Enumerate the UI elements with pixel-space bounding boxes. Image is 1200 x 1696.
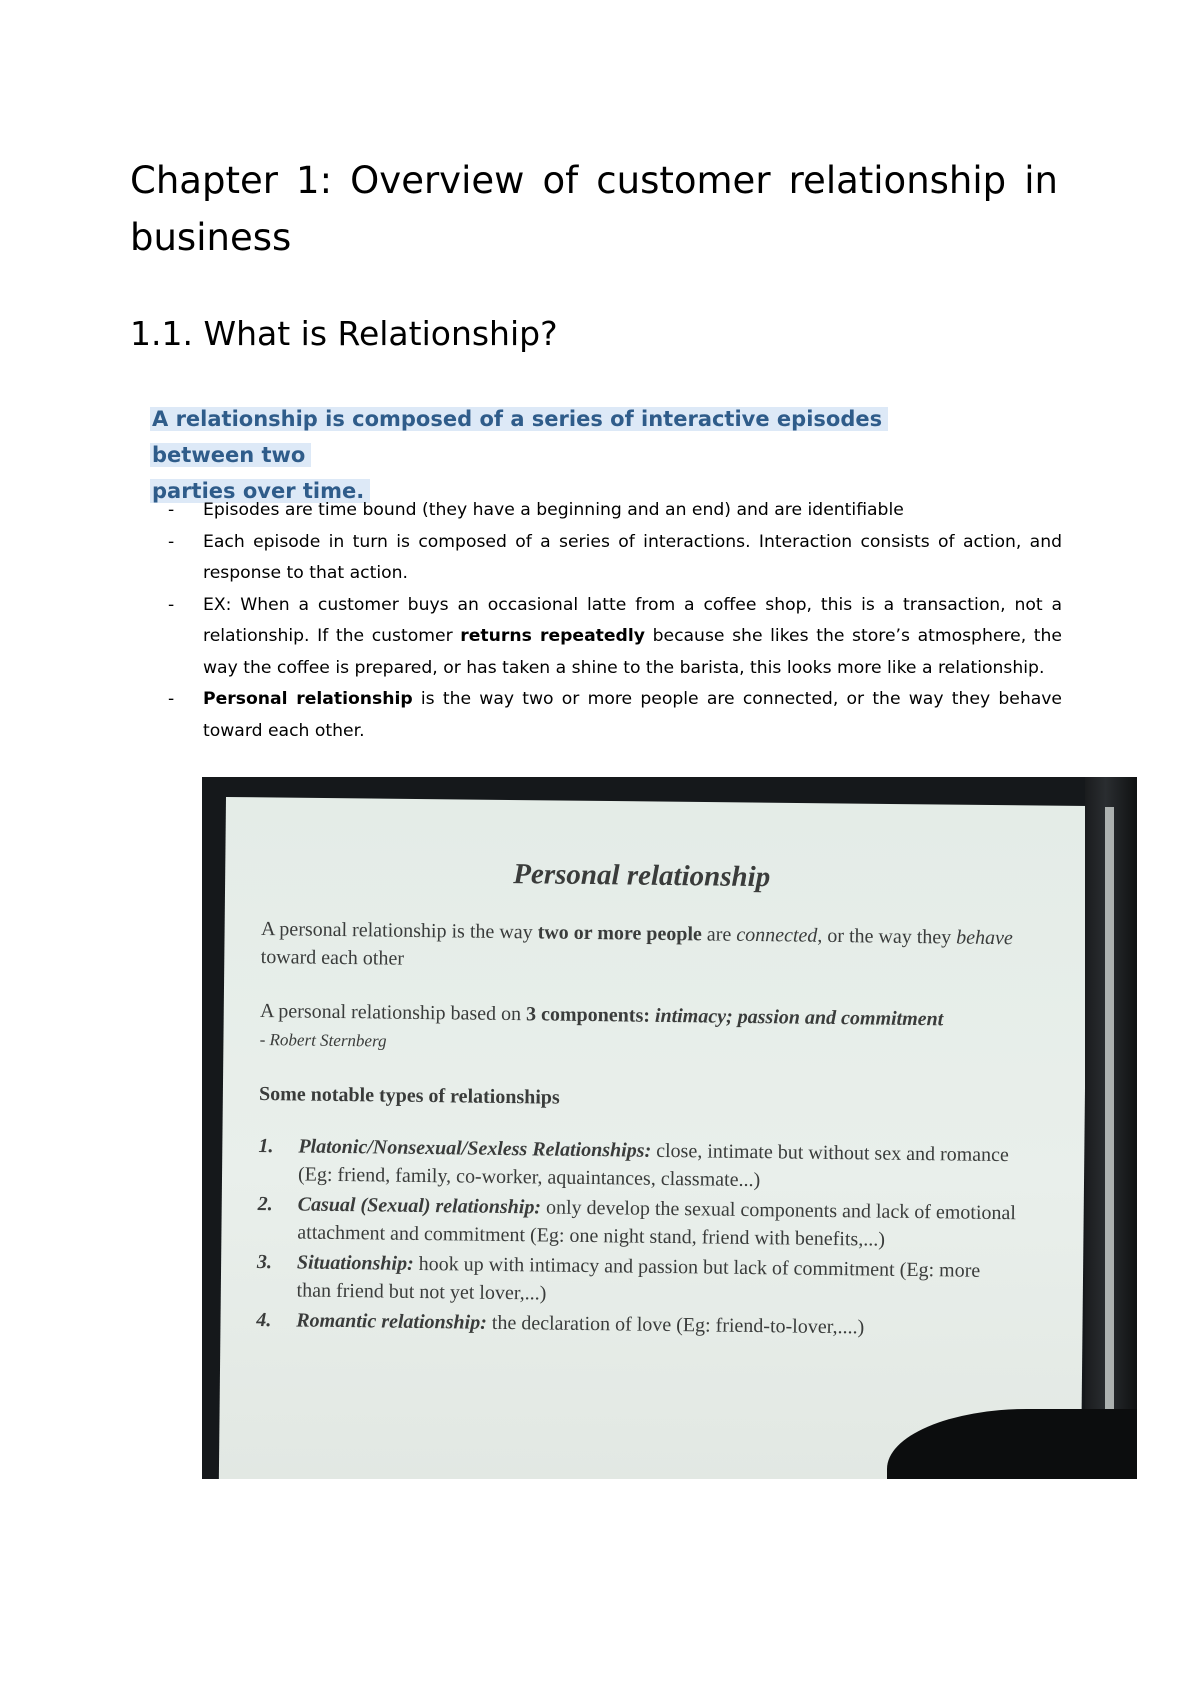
slide-text: are <box>701 923 737 946</box>
slide-list-number: 4. <box>256 1308 272 1332</box>
slide-italic-text: behave <box>956 926 1013 950</box>
slide-text: A personal relationship based on <box>259 999 527 1026</box>
bullet-list <box>162 495 1062 747</box>
section-title: 1.1. What is Relationship? <box>130 314 558 353</box>
slide-title: Personal relationship <box>513 858 771 894</box>
bullet-item <box>162 527 1062 590</box>
bullet-bold-text: returns repeatedly <box>460 626 645 646</box>
bullet-item <box>162 684 1062 747</box>
slide-content <box>256 851 1022 1345</box>
bullet-text: Episodes are time bound (they have a beginning and an end) and are identifiable <box>203 500 904 520</box>
slide-paragraph-definition <box>261 915 1022 980</box>
slide-list-desc: close, intimate but without sex and romance (Eg: friend, family, co-worker, aquaintances, classmate...) <box>297 1139 1009 1192</box>
definition-highlight <box>150 401 986 509</box>
definition-line-1: A relationship is composed of a series of interactive episodes between two <box>150 407 888 467</box>
screen-frame-edge <box>1085 777 1137 1479</box>
slide-list-desc: hook up with intimacy and passion but lack of commitment (Eg: more than friend but not yet lover,...) <box>296 1252 981 1305</box>
slide-bold-italic-text: intimacy; passion and commitment <box>654 1004 944 1031</box>
slide-list-item <box>256 1248 1017 1313</box>
slide-heading: Some notable types of relationships <box>258 1082 560 1109</box>
slide-text: A personal relationship is the way <box>260 917 538 944</box>
slide-list-term: Casual (Sexual) relationship: <box>297 1193 542 1219</box>
slide-list-number: 1. <box>258 1134 274 1158</box>
slide-list-term: Platonic/Nonsexual/Sexless Relationships: <box>298 1135 652 1162</box>
slide-list-desc: only develop the sexual components and lack of emotional attachment and commitment (Eg: one night stand, friend with benefits,...) <box>297 1196 1017 1251</box>
bullet-text: Each episode in turn is composed of a series of interactions. Interaction consists of action, and response to that action. <box>203 531 1062 583</box>
slide-list-number: 2. <box>257 1192 273 1216</box>
bullet-text: EX: When a customer buys an occasional latte from a coffee shop, this is a transaction, not a relationship. If the customer <box>203 594 1062 646</box>
slide-list-desc: the declaration of love (Eg: friend-to-lover,....) <box>486 1311 865 1339</box>
slide-attribution: - Robert Sternberg <box>259 1029 387 1051</box>
bullet-text: is the way two or more people are connected, or the way they behave toward each other. <box>203 689 1062 741</box>
bullet-item <box>162 590 1062 685</box>
definition-line-2: parties over time. <box>150 479 370 503</box>
slide-list-term: Situationship: <box>296 1251 414 1275</box>
slide-italic-text: connected <box>736 923 818 947</box>
slide-photo <box>202 777 1137 1479</box>
slide-types-list <box>256 1132 1018 1343</box>
slide-bold-text: 3 components: <box>525 1003 656 1027</box>
slide-list-item <box>256 1306 1016 1343</box>
slide-list-number: 3. <box>256 1250 273 1274</box>
bullet-text: because she likes the store’s atmosphere, the way the coffee is prepared, or has taken a shine to the barista, this looks more like a relationship. <box>203 626 1063 678</box>
slide-list-item <box>258 1132 1019 1197</box>
bullet-item <box>162 495 1062 527</box>
slide-list-item <box>257 1190 1018 1255</box>
chapter-title: Chapter 1: Overview of customer relationship in business <box>130 159 1058 259</box>
slide-text: toward each other <box>260 945 405 970</box>
slide-list-term: Romantic relationship: <box>296 1309 487 1334</box>
slide-paragraph-components <box>260 997 1021 1063</box>
slide-text: , or the way they <box>817 924 957 949</box>
slide-bold-text: two or more people <box>537 921 703 946</box>
bullet-bold-text: Personal relationship <box>203 689 413 709</box>
